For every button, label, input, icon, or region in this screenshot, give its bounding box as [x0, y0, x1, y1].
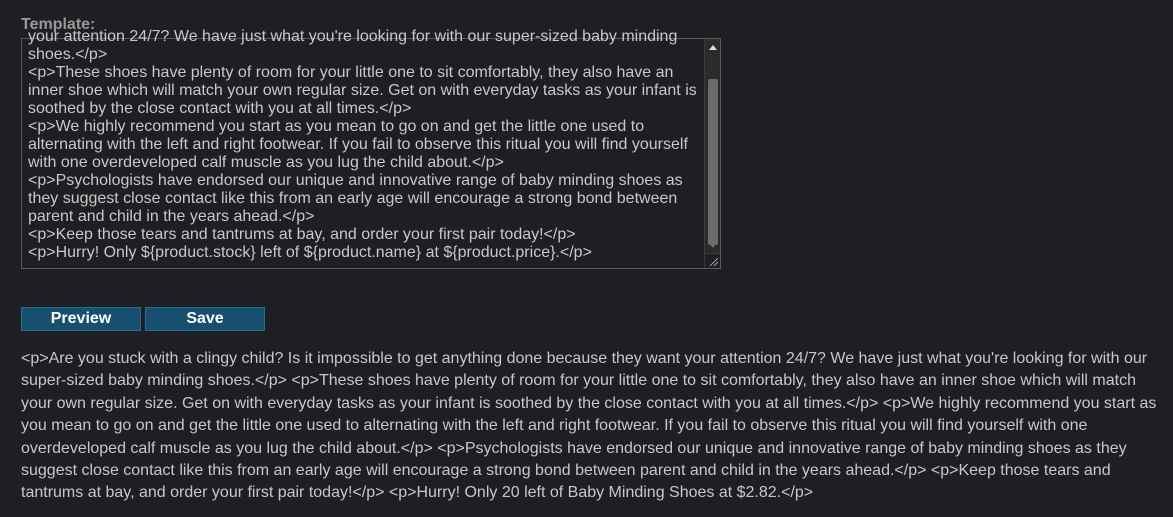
editor-line: your attention 24/7? We have just what you're looking for with our super-sized baby minding [28, 28, 678, 45]
preview-line: super-sized baby minding shoes.</p> <p>These shoes have plenty of room for your little one to sit comfortably, they also have an inner shoe which will match [21, 372, 1136, 390]
preview-button[interactable]: Preview [21, 307, 141, 331]
preview-line: <p>Are you stuck with a clingy child? Is it impossible to get anything done because they want your attention 24/7? We have just what you're looking for with our [21, 350, 1148, 367]
editor-line: <p>We highly recommend you start as you mean to go on and get the little one used to [28, 118, 645, 135]
preview-line: overdeveloped calf muscle as you lug the child about.</p> <p>Psychologists have endorsed our unique and innovative range of baby minding shoes as they [21, 439, 1127, 457]
template-label: Template: [21, 16, 96, 33]
scroll-thumb[interactable] [708, 79, 718, 245]
editor-line: <p>These shoes have plenty of room for your little one to sit comfortably, they also have an [28, 64, 674, 81]
scroll-up-arrow-icon[interactable] [705, 39, 720, 55]
template-editor[interactable] [21, 28, 721, 269]
editor-line: with one overdeveloped calf muscle as you lug the child about.</p> [28, 154, 504, 171]
editor-line: <p>Keep those tears and tantrums at bay, and order your first pair today!</p> [28, 226, 576, 243]
preview-line: suggest close contact like this from an early age will encourage a strong bond between parent and child in the years ahead.</p> <p>Keep those tears and [21, 462, 1111, 480]
editor-line: parent and child in the years ahead.</p> [28, 208, 315, 225]
editor-line: alternating with the left and right footwear. If you fail to observe this ritual you will find yourself [28, 136, 688, 153]
editor-line: shoes.</p> [28, 46, 108, 63]
preview-line: tantrums at bay, and order your first pair today!</p> <p>Hurry! Only 20 left of Baby Minding Shoes at $2.82.</p> [21, 484, 814, 502]
preview-output [21, 348, 1161, 505]
editor-line: they suggest close contact like this from an early age will encourage a strong bond between [28, 190, 678, 207]
editor-line: <p>Hurry! Only ${product.stock} left of ${product.name} at ${product.price}.</p> [28, 244, 592, 261]
save-button[interactable]: Save [145, 307, 265, 331]
resize-grip-icon[interactable] [705, 253, 720, 268]
editor-line: soothed by the close contact with you at all times.</p> [28, 100, 412, 117]
editor-scrollbar[interactable] [704, 39, 720, 268]
scroll-down-arrow-icon[interactable] [705, 237, 720, 253]
template-editor-text[interactable] [28, 28, 704, 262]
preview-line: your own regular size. Get on with everyday tasks as your infant is soothed by the close contact with you at all times.</p> <p>We highly recommend you start as [21, 394, 1157, 412]
editor-line: <p>Psychologists have endorsed our unique and innovative range of baby minding shoes as [28, 172, 683, 189]
editor-line: inner shoe which will match your own regular size. Get on with everyday tasks as your infant is [28, 82, 697, 99]
preview-line: you mean to go on and get the little one used to alternating with the left and right footwear. If you fail to observe this ritual you will find yourself with one [21, 417, 1088, 435]
